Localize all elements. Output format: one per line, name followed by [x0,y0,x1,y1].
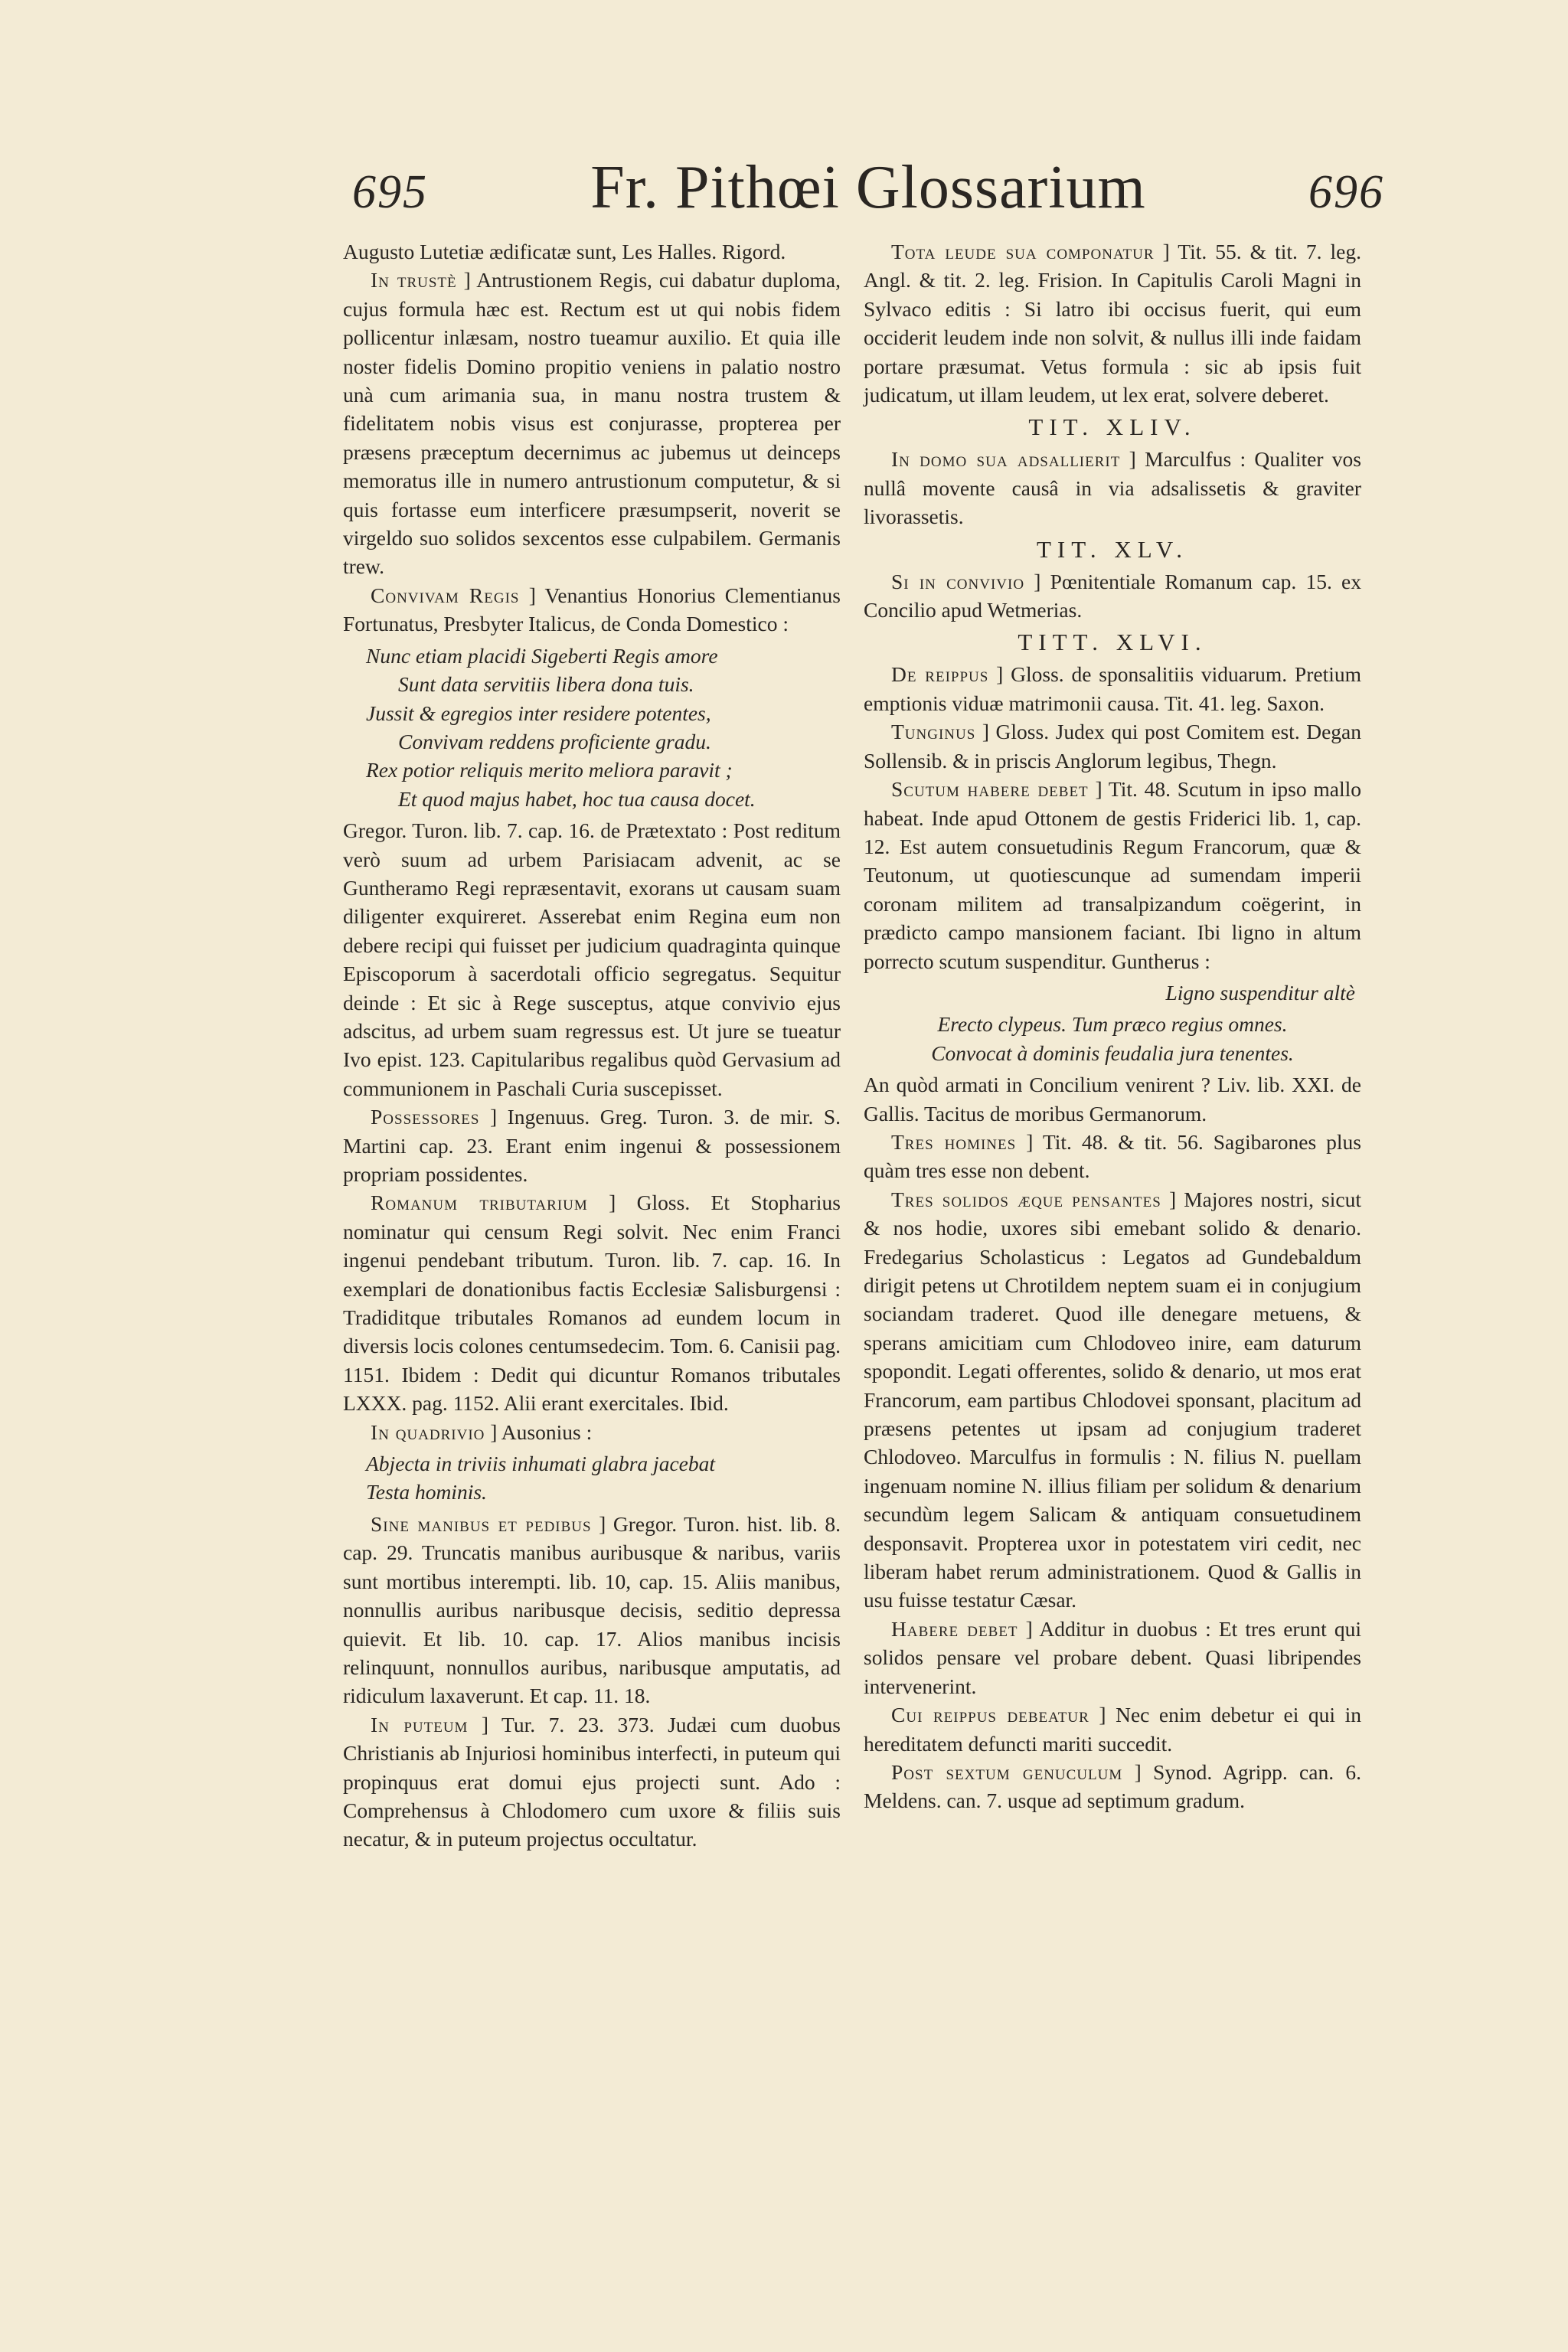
entry-text: ] Additur in duobus : Et tres erunt qui solidos pensare vel probare debent. Quasi libripendes intervenerint. [864,1616,1361,1698]
glossary-entry [864,660,1361,717]
entry-text: ] Tur. 7. 23. 373. Judæi cum duobus Christianis ab Injuriosi hominibus interfecti, in puteum qui propinquus erat domui ejus projecti sunt. Ado : Comprehensus à Chlodomero cum uxore & filiis suis necatur, & in puteum projectus occultatur. [343,1712,841,1851]
entry-text: ] Nec enim debetur ei qui in hereditatem defuncti mariti succedit. [864,1703,1362,1756]
verse-block [864,1010,1361,1067]
verse-line: Jussit & egregios inter residere potentes, [366,701,711,725]
section-heading: TITT. XLVI. [1018,629,1207,656]
glossary-entry [864,775,1361,975]
paragraph: Augusto Lutetiæ ædificatæ sunt, Les Halles. Rigord. [343,240,786,263]
verse-line: Erecto clypeus. Tum præco regius omnes. [937,1012,1288,1037]
entry-headword: In domo sua adsallierit [891,447,1121,472]
entry-headword: Tunginus [891,720,976,744]
verse-block [343,1449,841,1507]
entry-text: ] Tit. 55. & tit. 7. leg. Angl. & tit. 2. leg. Frision. In Capitulis Caroli Magni in Sylvaco editis : Si latro ibi occisus fuerit, qui eum occiderit leudem inde non solvit, & nullus illi inde faidam portare præsumat. Vetus formula : sic ab ipsis fuit judicatum, ut illam leudem, ut lex erat, solvere deberet. [864,240,1362,407]
glossary-entry [343,1510,841,1710]
page-number-right: 696 [1308,166,1384,218]
entry-text: ] Ingenuus. Greg. Turon. 3. de mir. S. Martini cap. 23. Erant enim ingenui & possessionem propriam possidentes. [343,1105,841,1186]
entry-headword: Post sextum genuculum [891,1759,1123,1784]
glossary-entry [864,567,1361,625]
page-number-left: 695 [352,166,428,218]
left-column [343,237,841,1854]
glossary-entry [864,1700,1361,1758]
entry-headword: Tres homines [891,1129,1017,1154]
entry-text: ] Majores nostri, sicut & nos hodie, uxores sibi emebant solido & denario. Fredegarius Scholasticus : Legatos ad Gundebaldum dirigit petens ut Chrotildem neptem suam ei in conjugium sociandam traderet. Quod ille denegare metuens, & sperans amicitiam cum Chlodoveo inire, eam daturum spopondit. Legati offerentes, solido & denario, ut mos erat Francorum, eam partibus Chlodovei sponsant, placitum ad præsens petentes ut ipsam ad conjugium traderet Chlodoveo. Marculfus in formulis : N. filius N. puellam ingenuam nomine N. illius filiam per solidum & denarium secundùm legem Salicam & antiquam consuetudinem desponsavit. Propterea uxor in potestatem viri cedit, nec liberam habet rerum administrationem. Quod & Gallis in usu fuisse testatur Cæsar. [864,1187,1361,1612]
paragraph: Gregor. Turon. lib. 7. cap. 16. de Prætextato : Post reditum verò suum ad urbem Parisiacam advenit, ac se Guntheramo Regi repræsentavit, exorans ut causam suam diligenter exquireret. Asserebat enim Regina eum non debere recipi qui fuisset per judicium quadraginta quinque Episcoporum à sacerdotali officio segregatus. Sequitur deinde : Et sic à Rege susceptus, atque convivio ejus adscitus, ad urbem suam regressus est. Ut jure se tueatur Ivo epist. 123. Capitularibus regalibus quòd Gervasium ad communionem in Paschali Curia suscepisset. [343,818,841,1100]
entry-text: ] Tit. 48. Scutum in ipso mallo habeat. Inde apud Ottonem de gestis Friderici lib. 1, cap. 12. Est autem consuetudinis Regum Francorum, quæ & Teutonum, ut quotiescunque ad sumendam imperii coronam militem ad transalpizandum coëgerint, in prædicto campo mansionem faciant. Ibi ligno in altum porrecto scutum suspenditur. Guntherus : [864,777,1362,973]
glossary-entry [864,717,1361,775]
verse-block [864,978,1361,1007]
section-heading: TIT. XLIV. [1028,413,1197,441]
glossary-entry [864,1758,1361,1815]
entry-text: ] Gloss. Et Stopharius nominatur qui censum Regi solvit. Nec enim Franci ingenui pendebant tributum. Turon. lib. 7. cap. 16. In exemplari de donationibus factis Ecclesiæ Salisburgensi : Tradiditque tributales Romanos ad eundem locum in diversis locis colones centumsedecim. Tom. 6. Canisii pag. 1151. Ibidem : Dedit qui dicuntur Romanos tributales LXXX. pag. 1152. Alii erant exercitales. Ibid. [343,1191,841,1416]
entry-headword: Convivam Regis [371,583,520,607]
glossary-entry [864,1615,1361,1700]
entry-text: ] Antrustionem Regis, cui dabatur duploma, cujus formula hæc est. Rectum est ut qui nobis fidem pollicentur inlæsam, nostro tueamur auxilio. Et quia ille noster fidelis Domino propitio veniens in palatio nostro unà cum arimania sua, in manu nostra trustem & fidelitatem nobis visus est conjurasse, propterea per præsens præceptum decernimus ac jubemus ut deinceps memoratus ille in numero antrustionum computetur, & si quis fortasse eum interficere præsumpserit, noverit se virgeldo suo solidos sexcentos esse culpabilem. Germanis trew. [343,268,841,579]
entry-headword: In puteum [371,1712,469,1736]
glossary-entry [343,1102,841,1188]
right-column [864,237,1361,1815]
glossary-entry [343,1188,841,1417]
page-title: Fr. Pithœi Glossarium [590,154,1146,221]
glossary-entry [343,581,841,639]
entry-text: ] Tit. 48. & tit. 56. Sagibarones plus quàm tres esse non debent. [864,1129,1362,1183]
entry-text: ] Marculfus : Qualiter vos nullâ movente causâ in via adsalissetis & graviter livorassetis. [864,447,1361,529]
verse-line: Abjecta in triviis inhumati glabra jacebat [366,1452,715,1476]
entry-headword: Tres solidos æque pensantes [891,1187,1161,1211]
glossary-entry [864,1128,1361,1185]
entry-text: ] Synod. Agripp. can. 6. Meldens. can. 7. usque ad septimum gradum. [864,1759,1361,1813]
verse-line: Et quod majus habet, hoc tua causa docet. [398,786,756,811]
verse-line: Ligno suspenditur altè [1165,980,1355,1004]
verse-line: Nunc etiam placidi Sigeberti Regis amore [366,643,718,668]
entry-text: ] Gloss. de sponsalitiis viduarum. Pretium emptionis viduæ matrimonii causa. Tit. 41. leg. Saxon. [864,662,1362,715]
glossary-entry [343,1418,841,1446]
verse-block [343,642,841,813]
verse-line: Rex potior reliquis merito meliora paravit ; [366,758,733,782]
section-heading: TIT. XLV. [1036,535,1188,563]
glossary-entry [864,445,1361,531]
entry-text: ] Gregor. Turon. hist. lib. 8. cap. 29. Truncatis manibus auribusque & naribus, variis sunt mortibus interempti. lib. 10, cap. 15. Aliis manibus, nonnullis auribus naribusque decisis, seditio depressa quievit. Et lib. 10. cap. 17. Alios manibus incisis relinquunt, nonnullos auribus, naribusque amputatis, ad ridiculum laxaverunt. Et cap. 11. 18. [343,1511,841,1708]
entry-headword: Sine manibus et pedibus [371,1511,592,1536]
entry-headword: Habere debet [891,1616,1018,1641]
entry-headword: Possessores [371,1105,480,1129]
entry-headword: In trustè [371,268,457,292]
entry-headword: Romanum tributarium [371,1191,588,1215]
entry-text: ] Ausonius : [490,1419,593,1444]
entry-headword: In quadrivio [371,1419,485,1444]
entry-headword: De reippus [891,662,989,687]
running-header [352,153,1384,237]
entry-text: ] Venantius Honorius Clementianus Fortunatus, Presbyter Italicus, de Conda Domestico : [343,583,841,636]
glossary-entry [343,266,841,580]
entry-text: ] Gloss. Judex qui post Comitem est. Degan Sollensib. & in priscis Anglorum legibus, Thegn. [864,720,1361,773]
entry-text: ] Pœnitentiale Romanum cap. 15. ex Concilio apud Wetmerias. [864,569,1362,622]
verse-line: Sunt data servitiis libera dona tuis. [398,672,694,697]
glossary-entry [343,1710,841,1854]
paragraph: An quòd armati in Concilium venirent ? Liv. lib. XXI. de Gallis. Tacitus de moribus Germanorum. [864,1073,1361,1125]
glossary-entry [864,1185,1361,1615]
glossary-entry [864,237,1361,409]
entry-headword: Tota leude sua componatur [891,240,1155,263]
verse-line: Testa hominis. [366,1480,487,1504]
entry-headword: Si in convivio [891,569,1025,593]
verse-line: Convocat à dominis feudalia jura tenentes. [931,1040,1294,1065]
entry-headword: Cui reippus debeatur [891,1703,1089,1727]
verse-line: Convivam reddens proficiente gradu. [398,729,711,753]
entry-headword: Scutum habere debet [891,777,1089,802]
